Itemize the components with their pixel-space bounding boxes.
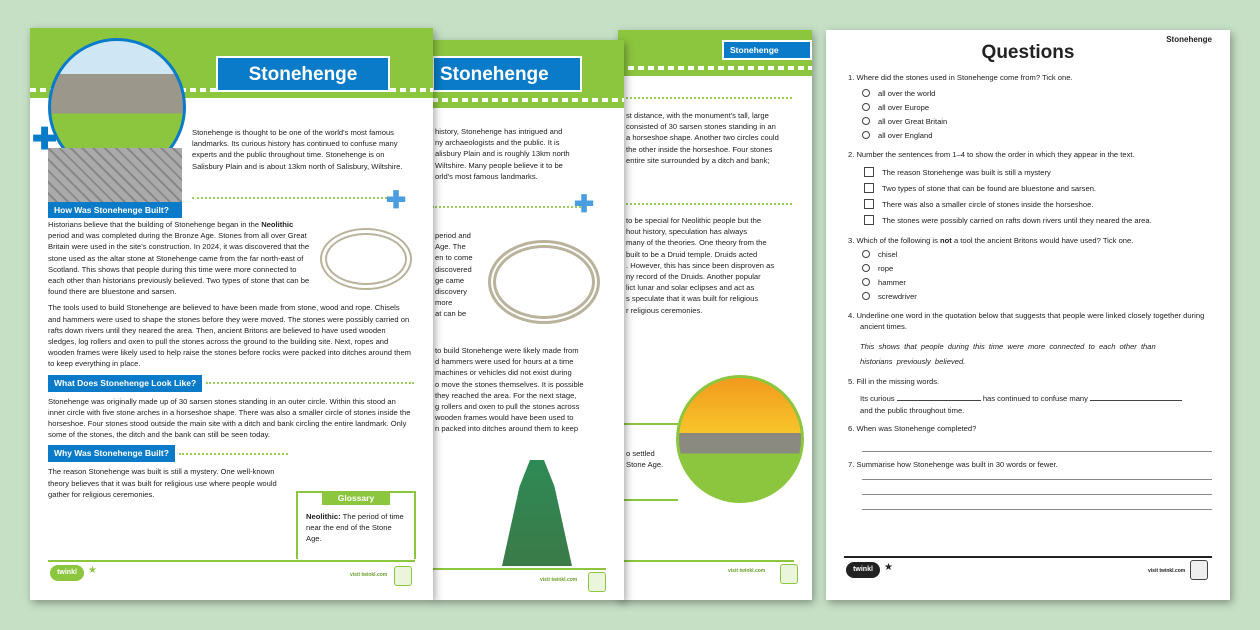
- text-line: r religious ceremonies.: [626, 305, 703, 315]
- question-3: 3. Which of the following is not a tool the ancient Britons would have used? Tick one. chisel rope hammer screwdriver: [848, 235, 1212, 303]
- answer-option[interactable]: [864, 212, 1212, 228]
- radio-button[interactable]: [862, 89, 870, 97]
- questions-list: [848, 72, 1212, 517]
- text-line: many of the theories. One theory from the: [626, 238, 767, 248]
- text-line: g rollers and oxen to pull the stones across: [435, 402, 580, 412]
- answer-option[interactable]: [862, 289, 1212, 303]
- paragraph-how-built-2: The tools used to build Stonehenge are believed to have been made from stone, wood and rope. Chisels and hammers were used to shape the stones before they were moved. The stones were possibly carried on rafts down rivers until they neared the area. Then, ancient Britons are believed to have used wooden sledges, log rollers and oxen to pull the stones across the ground to the building site. Next, ropes and wooden frames were likely used to help raise the stones before rocks were packed into ditches around them to keep everything in place.: [48, 303, 412, 369]
- option-label: The reason Stonehenge was built is still a mystery: [882, 167, 1051, 177]
- worksheet-page-2: [432, 40, 624, 600]
- text-fragment-mid: [435, 230, 473, 320]
- text-line: ny archaeologists and the public. It is: [435, 138, 560, 148]
- question-4: 4. Underline one word in the quotation below that suggests that people were linked closely together during ancient times. This shows that people during this time were more connected to each other than historians previously believed.: [848, 310, 1212, 369]
- option-label: There was also a smaller circle of stones inside the horseshoe.: [882, 199, 1094, 209]
- blank-1[interactable]: [897, 400, 981, 401]
- stone-wall-illustration: [48, 148, 182, 203]
- cross-decoration-icon: ✚: [32, 123, 58, 156]
- text-line: history, Stonehenge has intrigued and: [435, 127, 563, 136]
- page-tag: Stonehenge: [722, 40, 812, 60]
- question-7: 7. Summarise how Stonehenge was built in 30 words or fewer.: [848, 459, 1212, 510]
- main-column: [48, 219, 414, 505]
- text-line: they reached the area. For the next stage,: [435, 390, 577, 400]
- option-label: rope: [878, 263, 894, 273]
- text-line: n packed into ditches around them to keep: [435, 424, 579, 434]
- text-line: ge came: [435, 275, 465, 285]
- text-line: lict lunar and solar eclipses and act as: [626, 283, 755, 293]
- twinkl-logo: twinkl: [846, 562, 880, 578]
- text-line: s speculate that it was built for religious: [626, 294, 759, 304]
- text-line: o settled: [626, 449, 655, 458]
- heading-how-built: How Was Stonehenge Built?: [48, 202, 182, 218]
- answer-option[interactable]: [864, 180, 1212, 196]
- cross-decoration-icon: ✚: [574, 191, 595, 218]
- stonehenge-sunset-illustration: [676, 375, 804, 503]
- page-title: Stonehenge: [432, 56, 582, 92]
- footer-line: [844, 556, 1212, 558]
- text-line: d hammers were used for hours at a time: [435, 357, 574, 367]
- answer-line[interactable]: [862, 470, 1212, 480]
- question-2: 2. Number the sentences from 1–4 to show the order in which they appear in the text. The reason Stonehenge was built is still a mystery Two types of stone that can be found are bluestone and sarsen. There was also a smaller circle of stones inside the horseshoe. The stones were possibly carried on rafts down rivers until they neared the area.: [848, 149, 1212, 228]
- paragraph-how-built-1: Historians believe that the building of Stonehenge began in the Neolithic period and was completed during the Bronze Age. Stones from all over Great Britain were used in the site's construction. In 2024, it was discovered that the stone used as the altar stone at Stonehenge came from the far north-east of Scotland. This shows that people during this time were more connected to each other than historians previously believed. Two types of stone that can be found there are bluestone and sarsen.: [48, 220, 310, 297]
- radio-button[interactable]: [862, 131, 870, 139]
- footer-line: [48, 560, 415, 562]
- quality-badge: [394, 566, 412, 586]
- answer-option[interactable]: [862, 128, 1212, 142]
- divider: [179, 453, 288, 455]
- question-1: 1. Where did the stones used in Stonehenge come from? Tick one. all over the world all over Europe all over Great Britain all over England: [848, 72, 1212, 142]
- divider: [206, 382, 414, 384]
- stone-circle-illustration: [488, 240, 600, 324]
- glossary-title: Glossary: [322, 491, 390, 505]
- divider: [626, 97, 792, 99]
- visit-link[interactable]: visit twinkl.com: [350, 572, 388, 578]
- radio-button[interactable]: [862, 117, 870, 125]
- option-label: all over the world: [878, 88, 936, 98]
- answer-option[interactable]: [862, 114, 1212, 128]
- radio-button[interactable]: [862, 103, 870, 111]
- text-line: the other inside the horseshoe. Four stones: [626, 144, 773, 154]
- text-line: at can be: [435, 309, 467, 319]
- druid-illustration: [502, 460, 572, 566]
- footer-line: [432, 568, 606, 570]
- paragraph-why-built: The reason Stonehenge was built is still a mystery. One well-known theory believes that it was built for religious use where people would gather for religious ceremonies.: [48, 467, 277, 499]
- answer-option[interactable]: [862, 86, 1212, 100]
- answer-option[interactable]: [862, 247, 1212, 261]
- visit-link[interactable]: visit twinkl.com: [728, 568, 766, 574]
- text-line: a horseshoe shape. Another two circles could: [626, 133, 779, 143]
- answer-option[interactable]: [862, 261, 1212, 275]
- text-line: built to be a Druid temple. Druids acted: [626, 249, 758, 259]
- text-line: st distance, with the monument's tall, large: [626, 111, 769, 120]
- option-label: The stones were possibly carried on rafts down rivers until they neared the area.: [882, 215, 1152, 225]
- heading-why-built: Why Was Stonehenge Built?: [48, 445, 175, 462]
- page-title: Questions: [981, 42, 1075, 63]
- checkbox[interactable]: [864, 199, 874, 209]
- checkbox[interactable]: [864, 215, 874, 225]
- text-line: Stone Age.: [626, 460, 664, 470]
- text-line: Wiltshire. Many people believe it to be: [435, 160, 563, 170]
- radio-button[interactable]: [862, 250, 870, 258]
- cross-decoration-icon: ✚: [386, 187, 407, 214]
- worksheet-page-1: [30, 28, 433, 600]
- option-label: screwdriver: [878, 291, 917, 301]
- option-label: chisel: [878, 249, 898, 259]
- heading-look-like: What Does Stonehenge Look Like?: [48, 375, 202, 392]
- questions-page: [826, 30, 1230, 600]
- star-icon: ★: [88, 565, 97, 576]
- radio-button[interactable]: [862, 278, 870, 286]
- glossary-entry: Neolithic: The period of time near the end of the Stone Age.: [306, 512, 404, 544]
- radio-button[interactable]: [862, 264, 870, 272]
- visit-link[interactable]: visit twinkl.com: [1148, 568, 1186, 574]
- text-line: hout history, speculation has always: [626, 227, 748, 237]
- worksheet-page-3: [618, 30, 812, 600]
- quality-badge: [588, 572, 606, 592]
- text-line: period and: [435, 231, 471, 240]
- blank-2[interactable]: [1090, 400, 1182, 401]
- answer-line[interactable]: [862, 480, 1212, 495]
- answer-option[interactable]: [864, 196, 1212, 212]
- question-5: 5. Fill in the missing words. Its curious has continued to confuse many and the public throughout time.: [848, 376, 1212, 416]
- text-line: wooden frames would have been used to: [435, 413, 574, 423]
- checkbox[interactable]: [864, 183, 874, 193]
- heading-row-look-like: [48, 375, 414, 392]
- radio-button[interactable]: [862, 292, 870, 300]
- text-line: to build Stonehenge were likely made from: [435, 346, 579, 355]
- checkbox[interactable]: [864, 167, 874, 177]
- answer-option[interactable]: [864, 164, 1212, 180]
- footer-line: [624, 560, 794, 562]
- text-line: machines or vehicles did not exist during: [435, 368, 572, 378]
- text-fragment-top: [435, 126, 570, 182]
- text-line: en to come: [435, 253, 473, 263]
- text-line: alisbury Plain and is roughly 13km north: [435, 149, 570, 159]
- twinkl-logo: twinkl: [50, 565, 84, 581]
- option-label: all over Europe: [878, 102, 930, 112]
- divider: [432, 206, 584, 208]
- text-line: discovery: [435, 287, 468, 297]
- page-title: Stonehenge: [216, 56, 390, 92]
- option-label: all over England: [878, 130, 933, 140]
- paragraph-look-like: Stonehenge was originally made up of 30 sarsen stones standing in an outer circle. Within this stood an inner circle with five stone arches in a horseshoe shape. There was also a smaller circle of stones inside the horseshoe. Four stones stood outside the main site with a ditch and bank circling the entire landmark. Only some of the stones, the ditch and the bank can still be seen today.: [48, 396, 411, 440]
- answer-line[interactable]: [862, 434, 1212, 452]
- text-line: orld's most famous landmarks.: [435, 171, 538, 181]
- divider: [192, 197, 403, 199]
- option-label: Two types of stone that can be found are bluestone and sarsen.: [882, 183, 1097, 193]
- intro-paragraph: Stonehenge is thought to be one of the world's most famous landmarks. Its curious history has continued to confuse many experts and the public throughout time. Stonehenge is on Salisbury Plain and is about 13km north of Salisbury, Wiltshire.: [192, 128, 403, 171]
- option-label: all over Great Britain: [878, 116, 948, 126]
- answer-option[interactable]: [862, 275, 1212, 289]
- option-label: hammer: [878, 277, 906, 287]
- glossary-box: [296, 491, 416, 559]
- text-fragment-mid: [626, 215, 774, 316]
- text-line: to be special for Neolithic people but the: [626, 216, 762, 225]
- star-icon: ★: [884, 562, 893, 573]
- answer-line[interactable]: [862, 495, 1212, 510]
- quality-badge: [780, 564, 798, 584]
- text-line: Age. The: [435, 242, 466, 252]
- text-line: . However, this has since been disproven as: [626, 260, 775, 270]
- text-line: discovered: [435, 264, 472, 274]
- text-fragment-top: [626, 110, 779, 166]
- text-line: ny record of the Druids. Another popular: [626, 272, 761, 282]
- heading-row-why-built: [48, 445, 288, 462]
- text-line: o move the stones themselves. It is possible: [435, 379, 584, 389]
- answer-option[interactable]: [862, 100, 1212, 114]
- quality-badge: [1190, 560, 1208, 580]
- visit-link[interactable]: visit twinkl.com: [540, 577, 578, 583]
- text-line: entire site surrounded by a ditch and bank;: [626, 155, 770, 165]
- glossary-fragment: [626, 448, 663, 470]
- text-line: more: [435, 298, 453, 308]
- text-fragment-bottom: [435, 345, 584, 435]
- question-6: 6. When was Stonehenge completed?: [848, 423, 1212, 452]
- text-line: consisted of 30 sarsen stones standing in an: [626, 122, 776, 132]
- page-tag: Stonehenge: [1166, 35, 1212, 44]
- quotation: This shows that people during this time were more connected to each other than historians previously believed.: [860, 342, 1156, 366]
- divider: [626, 203, 792, 205]
